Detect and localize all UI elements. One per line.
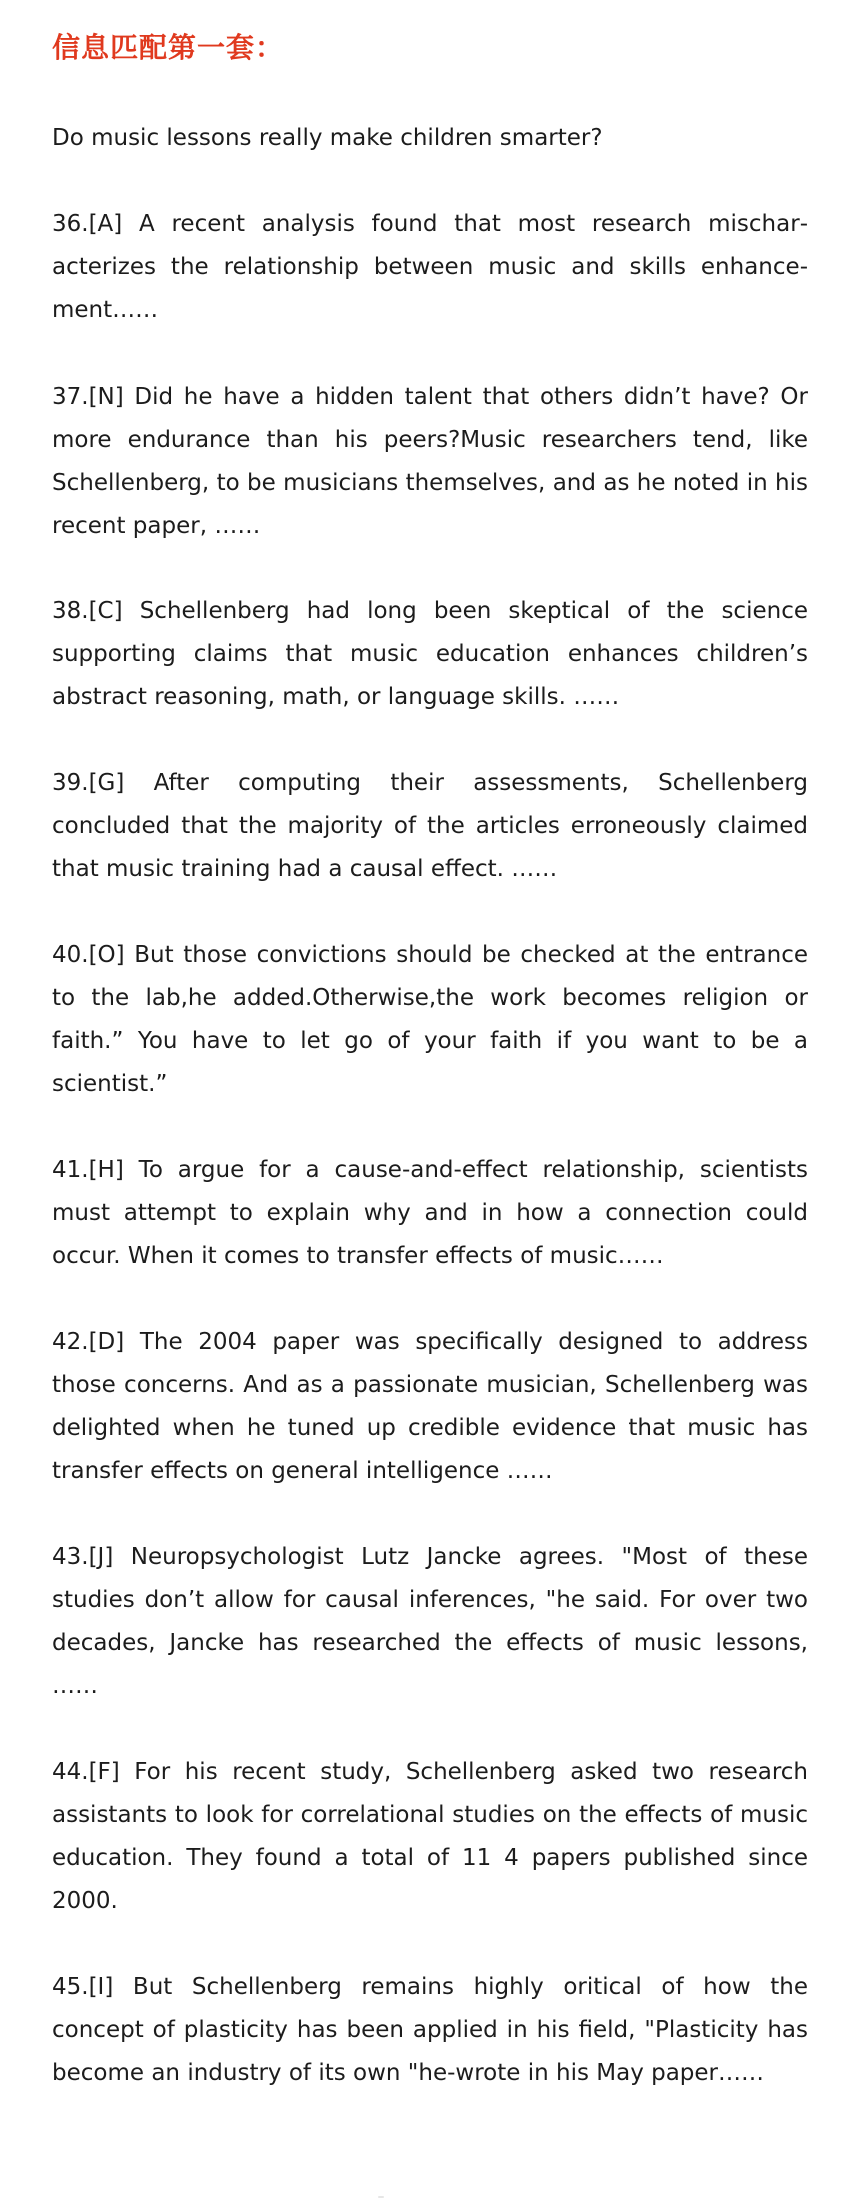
paragraph-37: 37.[N] Did he have a hidden talent that others didn’t have? Or more endurance than his peers?Music researchers tend, like Schellenberg, to be musicians themselves, and as he noted in his recent paper, …… [52,384,808,539]
paragraph-38: 38.[C] Schellenberg had long been skeptical of the science supporting claims that music education enhances children’s abstract reasoning, math, or language skills. …… [52,598,808,710]
section-heading: 信息匹配第一套： [52,31,285,64]
paragraph-45: 45.[I] But Schellenberg remains highly oritical of how the concept of plasticity has been applied in his field, "Plasticity has become an industry of its own "he-wrote in his May paper…… [52,1974,808,2086]
bottom-divider-mark [378,2196,384,2198]
paragraph-43: 43.[J] Neuropsychologist Lutz Jancke agrees. "Most of these studies don’t allow for causal inferences, "he said. For over two decades, Jancke has researched the effects of music lessons, …… [52,1544,808,1699]
paragraph-44: 44.[F] For his recent study, Schellenberg asked two research assistants to look for correlational studies on the effects of music education. They found a total of 11 4 papers published since 2000. [52,1759,808,1914]
paragraph-41: 41.[H] To argue for a cause-and-effect relationship, scientists must attempt to explain why and in how a connection could occur. When it comes to transfer effects of music…… [52,1157,808,1269]
paragraph-40: 40.[O] But those convictions should be checked at the entrance to the lab,he added.Otherwise,the work becomes religion or faith.” You have to let go of your faith if you want to be a scientist.” [52,942,808,1097]
article-title: Do music lessons really make children smarter? [52,125,603,151]
paragraph-36: 36.[A] A recent analysis found that most research mischaracterizes the relationship between music and skills enhancement…… [52,211,808,323]
paragraph-42: 42.[D] The 2004 paper was specifically designed to address those concerns. And as a passionate musician, Schellenberg was delighted when he tuned up credible evidence that music has transfer effects on general intelligence …… [52,1329,808,1484]
paragraph-39: 39.[G] After computing their assessments, Schellenberg concluded that the majority of the articles erroneously claimed that music training had a causal effect. …… [52,770,808,882]
